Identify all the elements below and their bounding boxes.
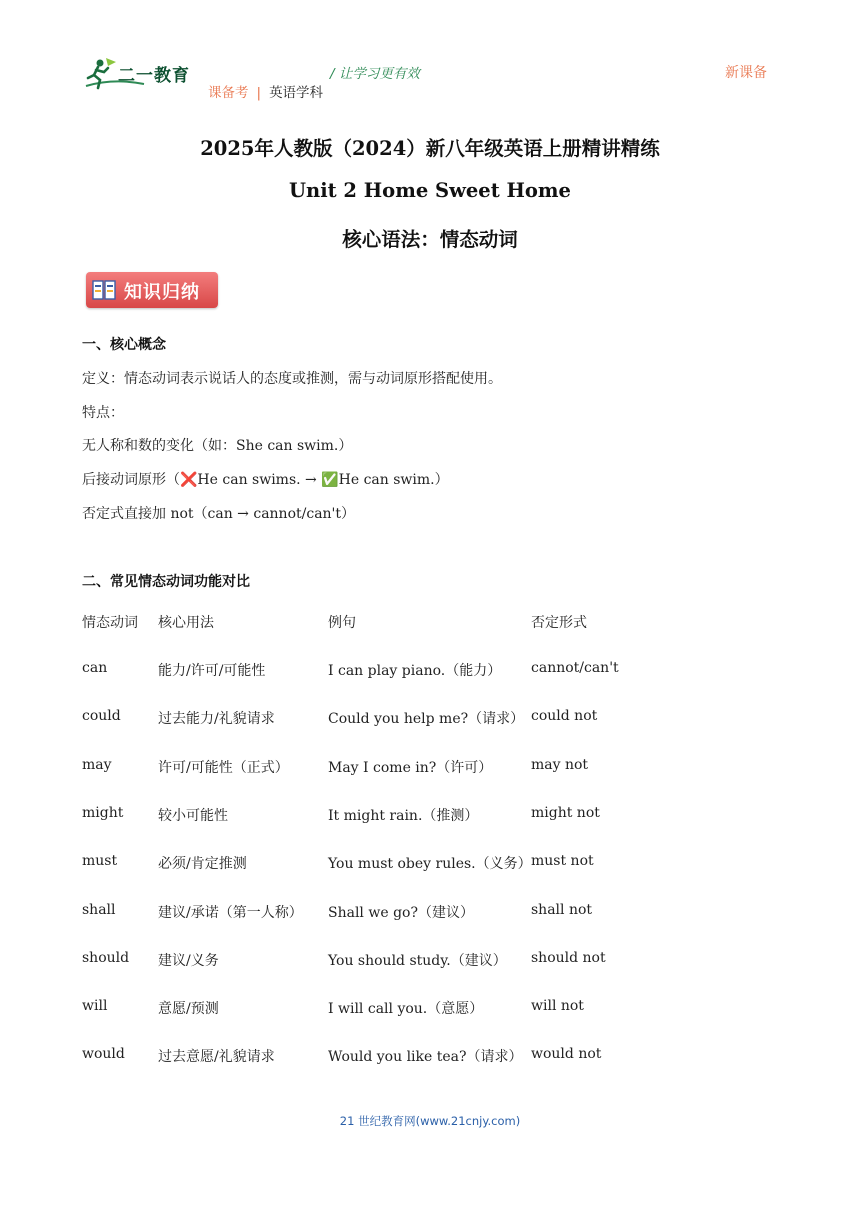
header-sub-separator: | — [256, 85, 262, 101]
brand-logo-text: 二一教育 — [118, 66, 190, 86]
row-example: Could you help me?（请求） — [328, 711, 525, 727]
feature-3: 否定式直接加 not（can → cannot/can't） — [82, 506, 356, 522]
row-negative: may not — [531, 757, 589, 773]
row-verb: can — [82, 660, 108, 676]
table-header-negative: 否定形式 — [531, 615, 587, 631]
row-usage: 建议/承诺（第一人称） — [158, 905, 303, 921]
row-negative: could not — [531, 708, 598, 724]
row-verb: will — [82, 998, 108, 1014]
row-example: Would you like tea?（请求） — [328, 1049, 523, 1065]
row-usage: 许可/可能性（正式） — [158, 760, 289, 776]
row-verb: may — [82, 757, 112, 773]
row-verb: could — [82, 708, 121, 724]
definition-text: 定义：情态动词表示说话人的态度或推测，需与动词原形搭配使用。 — [82, 371, 502, 387]
feature-1: 无人称和数的变化（如：She can swim.） — [82, 438, 353, 454]
row-negative: must not — [531, 853, 594, 869]
row-usage: 能力/许可/可能性 — [158, 663, 266, 679]
row-verb: would — [82, 1046, 125, 1062]
row-example: It might rain.（推测） — [328, 808, 479, 824]
footer-link[interactable]: 21 世纪教育网(www.21cnjy.com) — [339, 1114, 521, 1128]
row-negative: might not — [531, 805, 600, 821]
row-usage: 必须/肯定推测 — [158, 856, 247, 872]
features-label: 特点： — [82, 405, 124, 421]
row-verb: shall — [82, 902, 116, 918]
unit-title: Unit 2 Home Sweet Home — [289, 179, 571, 202]
badge-label: 知识归纳 — [124, 282, 200, 303]
row-verb: might — [82, 805, 124, 821]
header-slogan: / 让学习更有效 — [330, 66, 420, 82]
header-sub-a: 课备考 — [208, 85, 249, 101]
row-negative: should not — [531, 950, 606, 966]
header-subline — [208, 81, 323, 101]
row-negative: shall not — [531, 902, 593, 918]
section2-heading: 二、常见情态动词功能对比 — [82, 574, 250, 590]
book-icon — [91, 277, 117, 303]
table-header-verb: 情态动词 — [82, 615, 138, 631]
row-usage: 过去意愿/礼貌请求 — [158, 1049, 275, 1065]
row-negative: would not — [531, 1046, 602, 1062]
table-header-example: 例句 — [328, 615, 356, 631]
row-usage: 建议/义务 — [158, 953, 219, 969]
row-example: I can play piano.（能力） — [328, 663, 502, 679]
row-verb: should — [82, 950, 130, 966]
row-usage: 过去能力/礼貌请求 — [158, 711, 275, 727]
topic-title: 核心语法：情态动词 — [342, 228, 518, 251]
row-example: You should study.（建议） — [328, 953, 507, 969]
row-example: Shall we go?（建议） — [328, 905, 474, 921]
row-usage: 意愿/预测 — [158, 1001, 219, 1017]
knowledge-summary-badge — [86, 272, 218, 308]
row-usage: 较小可能性 — [158, 808, 228, 824]
row-negative: cannot/can't — [531, 660, 619, 676]
main-title: 2025年人教版（2024）新八年级英语上册精讲精练 — [200, 137, 660, 160]
row-example: You must obey rules.（义务） — [328, 856, 532, 872]
table-header-usage: 核心用法 — [158, 615, 214, 631]
section1-heading: 一、核心概念 — [82, 337, 166, 353]
header-new-course: 新课备 — [725, 65, 767, 81]
row-negative: will not — [531, 998, 584, 1014]
feature-2: 后接动词原形（❌He can swims. → ✅He can swim.） — [82, 472, 449, 488]
row-example: May I come in?（许可） — [328, 760, 493, 776]
header-sub-b: 英语学科 — [269, 85, 324, 101]
row-example: I will call you.（意愿） — [328, 1001, 484, 1017]
row-verb: must — [82, 853, 118, 869]
